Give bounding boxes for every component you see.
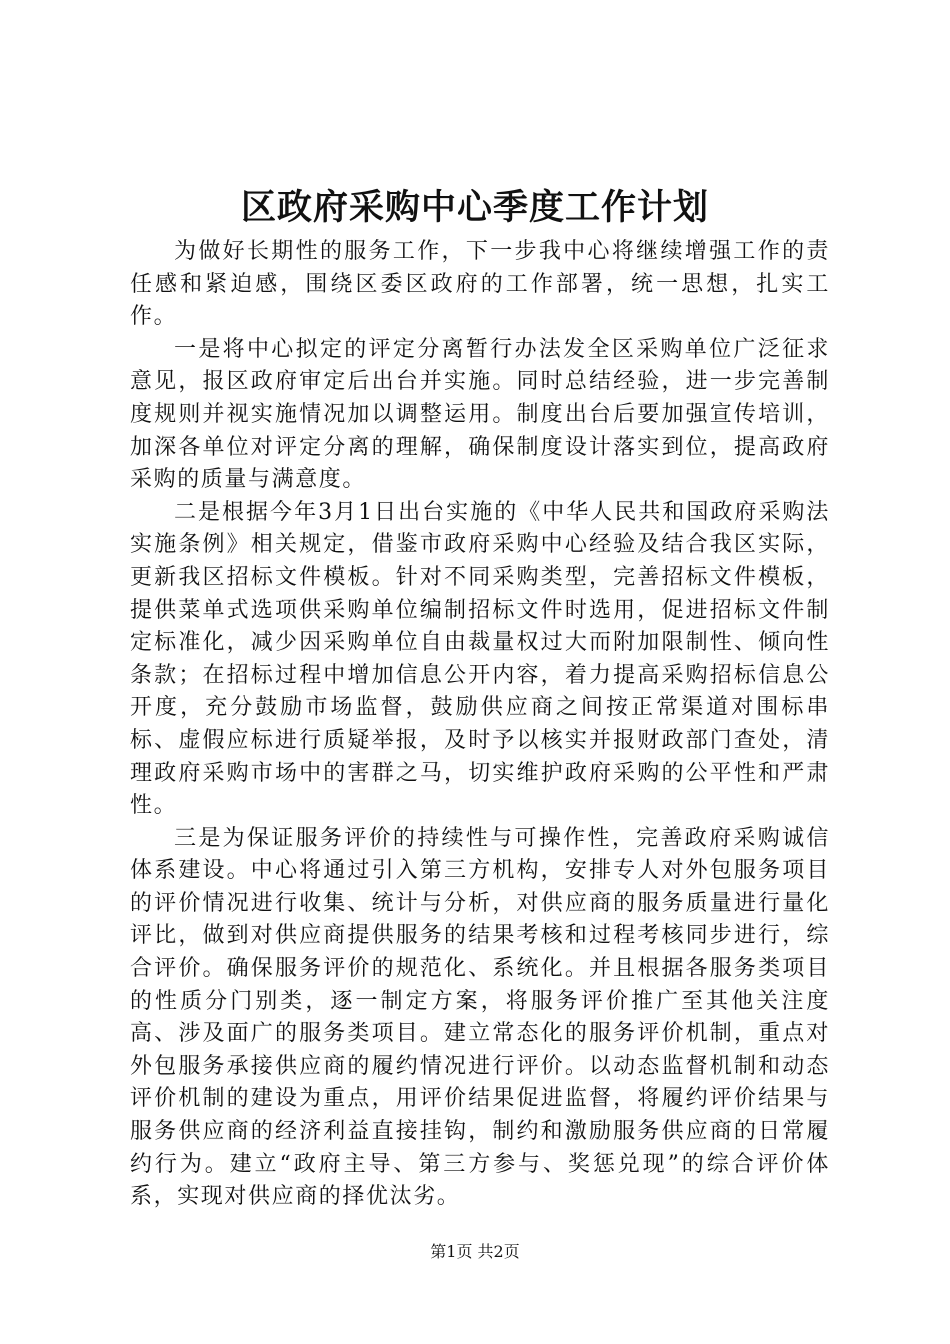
paragraph-item-2: 二是根据今年3月1日出台实施的《中华人民共和国政府采购法实施条例》相关规定，借鉴市政府采购中心经验及结合我区实际，更新我区招标文件模板。针对不同采购类型，完善招标文件模板，提供菜单式选项供采购单位编制招标文件时选用，促进招标文件制定标准化，减少因采购单位自由裁量权过大而附加限制性、倾向性条款；在招标过程中增加信息公开内容，着力提高采购招标信息公开度，充分鼓励市场监督，鼓励供应商之间按正常渠道对围标串标、虚假应标进行质疑举报，及时予以核实并报财政部门查处，清理政府采购市场中的害群之马，切实维护政府采购的公平性和严肃性。: [130, 499, 830, 819]
paragraph-item-1: 一是将中心拟定的评定分离暂行办法发全区采购单位广泛征求意见，报区政府审定后出台并实施。同时总结经验，进一步完善制度规则并视实施情况加以调整运用。制度出台后要加强宣传培训，加深各单位对评定分离的理解，确保制度设计落实到位，提高政府采购的质量与满意度。: [130, 336, 830, 493]
document-title: 区政府采购中心季度工作计划: [240, 187, 709, 228]
paragraph-intro: 为做好长期性的服务工作，下一步我中心将继续增强工作的责任感和紧迫感，围绕区委区政府的工作部署，统一思想，扎实工作。: [130, 239, 830, 330]
paragraph-item-3: 三是为保证服务评价的持续性与可操作性，完善政府采购诚信体系建设。中心将通过引入第三方机构，安排专人对外包服务项目的评价情况进行收集、统计与分析，对供应商的服务质量进行量化评比，做到对供应商提供服务的结果考核和过程考核同步进行，综合评价。确保服务评价的规范化、系统化。并且根据各服务类项目的性质分门别类，逐一制定方案，将服务评价推广至其他关注度高、涉及面广的服务类项目。建立常态化的服务评价机制，重点对外包服务承接供应商的履约情况进行评价。以动态监督机制和动态评价机制的建设为重点，用评价结果促进监督，将履约评价结果与服务供应商的经济利益直接挂钩，制约和激励服务供应商的日常履约行为。建立“政府主导、第三方参与、奖惩兑现”的综合评价体系，实现对供应商的择优汰劣。: [130, 825, 830, 1210]
document-body: [130, 236, 830, 1214]
page-number-footer: 第1页 共2页: [430, 1242, 520, 1261]
